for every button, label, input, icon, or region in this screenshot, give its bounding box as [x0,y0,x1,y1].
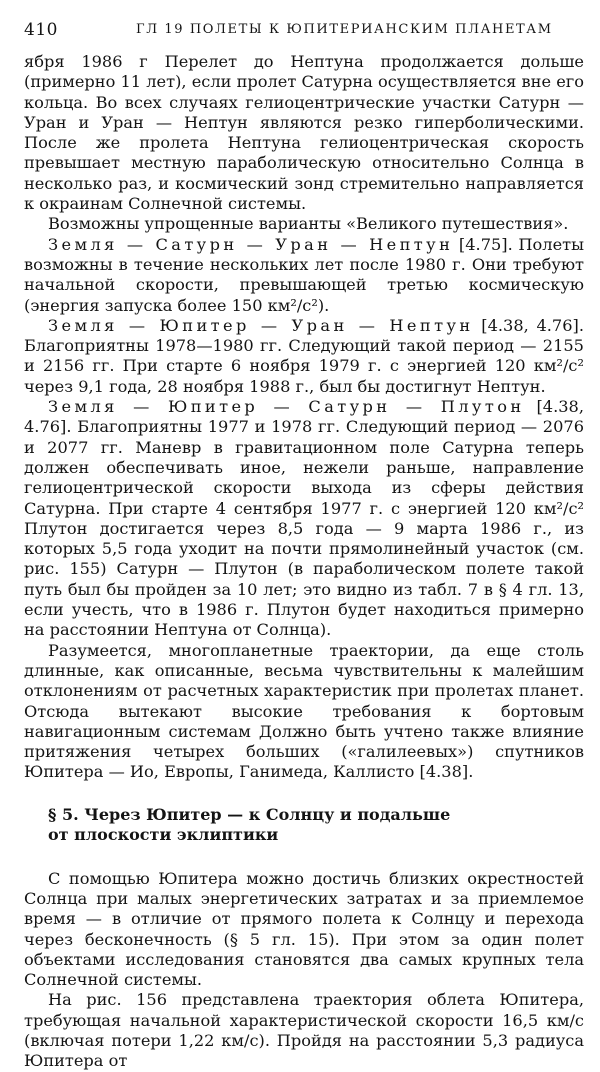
chapter-title: ГЛ 19 ПОЛЕТЫ К ЮПИТЕРИАНСКИМ ПЛАНЕТАМ [136,22,553,37]
paragraph: С помощью Юпитера можно достичь близких окрестностей Солнца при малых энергетических затратах и за приемлемое время — в отличие от прямого полета к Солнцу и перехода через бесконечность (§ 5 гл. 15). При этом за один полет объектами исследования становятся два самых крупных тела Солнечной системы. [24,868,584,990]
running-header [24,20,564,42]
section-heading [48,805,584,845]
paragraph: ября 1986 г Перелет до Нептуна продолжается дольше (примерно 11 лет), если пролет Сатурна осуществляется вне его кольца. Во всех случаях гелиоцентрические участки Сатурн — Уран и Уран — Нептун являются резко гиперболическими. После же пролета Нептуна гелиоцентрическая скорость превышает местную параболическую относительно Солнца в несколько раз, и космический зонд стремительно направляется к окраинам Солнечной системы. [24,52,584,214]
paragraph: На рис. 156 представлена траектория облета Юпитера, требующая начальной характеристической скорости 16,5 км/с (включая потери 1,22 км/с). Пройдя на расстоянии 5,3 радиуса Юпитера от [24,990,584,1071]
paragraph [24,235,584,316]
route-name: Земля — Сатурн — Уран — Нептун [48,234,454,254]
route-name: Земля — Юпитер — Уран — Нептун [48,315,474,335]
paragraph-text: [4.75]. Полеты возможны в течение нескольких лет после 1980 г. Они требуют начальной скорости, превышающей третью космическую (энергия запуска более 150 км²/с²). [24,234,584,315]
paragraph: Возможны упрощенные варианты «Великого путешествия». [48,214,569,234]
paragraph: Разумеется, многопланетные траектории, да еще столь длинные, как описанные, весьма чувствительны к малейшим отклонениям от расчетных характеристик при пролетах планет. Отсюда вытекают высокие требования к бортовым навигационным системам Должно быть учтено также влияние притяжения четырех больших («галилеевых») спутников Юпитера — Ио, Европы, Ганимеда, Каллисто [4.38]. [24,640,584,782]
page-number: 410 [24,20,58,40]
section-heading-line: § 5. Через Юпитер — к Солнцу и подальше [48,804,451,824]
body-text [24,52,584,1072]
section-heading-line: от плоскости эклиптики [48,824,279,844]
route-name: Земля — Юпитер — Сатурн — Плутон [48,397,525,417]
paragraph [24,316,584,397]
paragraph-text: [4.38, 4.76]. Благоприятны 1977 и 1978 гг. Следующий период — 2076 и 2077 гг. Маневр в гравитационном поле Сатурна теперь должен обеспечивать иное, нежели раньше, направление гелиоцентрической скорости выхода из сферы действия Сатурна. При старте 4 сентября 1977 г. с энергией 120 км²/с² Плутон достигается через 8,5 года — 9 марта 1986 г., из которых 5,5 года уходит на почти прямолинейный участок (см. рис. 155) Сатурн — Плутон (в параболическом полете такой путь был бы пройден за 10 лет; это видно из табл. 7 в § 4 гл. 13, если учесть, что в 1986 г. Плутон будет находиться примерно на расстоянии Нептуна от Солнца). [24,397,584,640]
paragraph-text: [4.38, 4.76]. Благоприятны 1978—1980 гг. Следующий такой период — 2155 и 2156 гг. При старте 6 ноября 1979 г. с энергией 120 км²/с² через 9,1 года, 28 ноября 1988 г., был бы достигнут Нептун. [24,315,584,396]
paragraph [24,397,584,641]
